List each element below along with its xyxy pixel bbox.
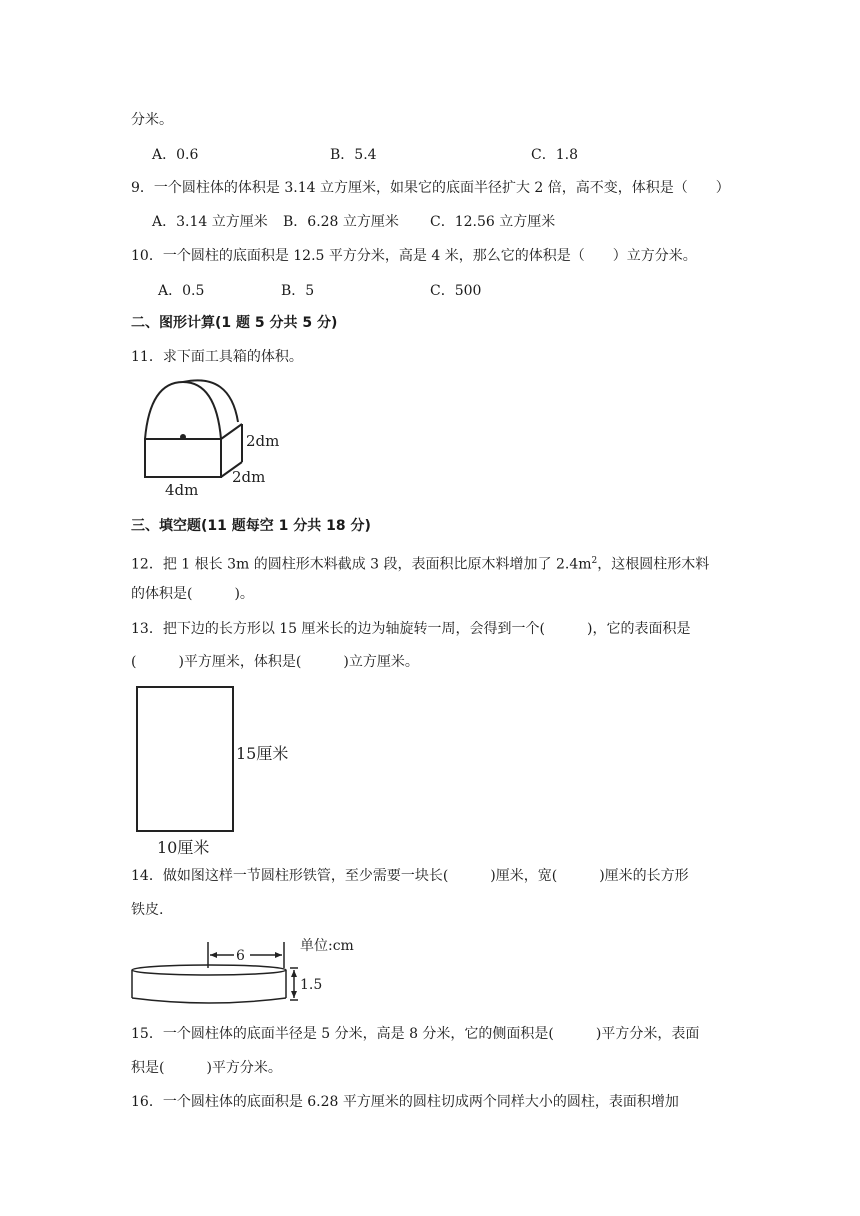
section-heading-2: 二、图形计算(1 题 5 分共 5 分) [131,315,338,331]
q10-text: 10．一个圆柱的底面积是 12.5 平方分米，高是 4 米，那么它的体积是（ ）立方分米。 [131,248,697,264]
pipe-figure [130,932,370,1012]
q12-line2: 的体积是( )。 [131,586,254,602]
pipe-unit-label: 单位:cm [300,938,354,954]
q8-option-b: B．5.4 [330,147,377,163]
q16-line1: 16．一个圆柱体的底面积是 6.28 平方厘米的圆柱切成两个同样大小的圆柱，表面积增加 [131,1094,679,1110]
rectangle-shape [137,687,233,831]
q13-line1: 13．把下边的长方形以 15 厘米长的边为轴旋转一周，会得到一个( )，它的表面积是 [131,621,691,637]
q12-superscript: 2 [591,556,598,566]
rectangle-side-label: 15厘米 [236,744,289,763]
toolbox-figure [130,372,290,500]
rectangle-figure [130,682,300,860]
q12-line1-text: 12．把 1 根长 3m 的圆柱形木料截成 3 段，表面积比原木料增加了 2.4m [131,556,592,573]
q11-text: 11．求下面工具箱的体积。 [131,349,303,365]
q14-line1: 14．做如图这样一节圆柱形铁管，至少需要一块长( )厘米，宽( )厘米的长方形 [131,868,689,884]
q8-option-c: C．1.8 [531,147,578,163]
q10-option-b: B．5 [281,283,315,299]
toolbox-handle-dot [180,434,186,440]
q15-line1: 15．一个圆柱体的底面半径是 5 分米，高是 8 分米，它的侧面积是( )平方分米，表面 [131,1026,700,1042]
toolbox-width-label: 4dm [165,481,199,499]
q8-tail: 分米。 [131,112,173,128]
rectangle-bottom-label: 10厘米 [157,838,210,857]
q15-line2: 积是( )平方分米。 [131,1060,282,1076]
q14-line2: 铁皮. [131,902,164,918]
q9-text: 9．一个圆柱体的体积是 3.14 立方厘米，如果它的底面半径扩大 2 倍，高不变，体积是（ ） [131,180,730,196]
q13-line2: ( )平方厘米，体积是( )立方厘米。 [131,654,419,670]
q10-option-a: A．0.5 [158,283,205,299]
q9-option-c: C．12.56 立方厘米 [430,214,556,230]
q8-option-a: A．0.6 [152,147,199,163]
pipe-height-label: 1.5 [300,977,323,993]
pipe-diameter-label: 6 [236,948,245,964]
q12-line1 [131,551,709,575]
toolbox-height-label: 2dm [246,432,280,450]
toolbox-depth-label: 2dm [232,468,266,486]
section-heading-3: 三、填空题(11 题每空 1 分共 18 分) [131,518,371,534]
q10-option-c: C．500 [430,283,482,299]
q12-line1-tail: ，这根圆柱形木料 [597,556,710,573]
q9-option-b: B．6.28 立方厘米 [283,214,399,230]
q9-option-a: A．3.14 立方厘米 [152,214,268,230]
